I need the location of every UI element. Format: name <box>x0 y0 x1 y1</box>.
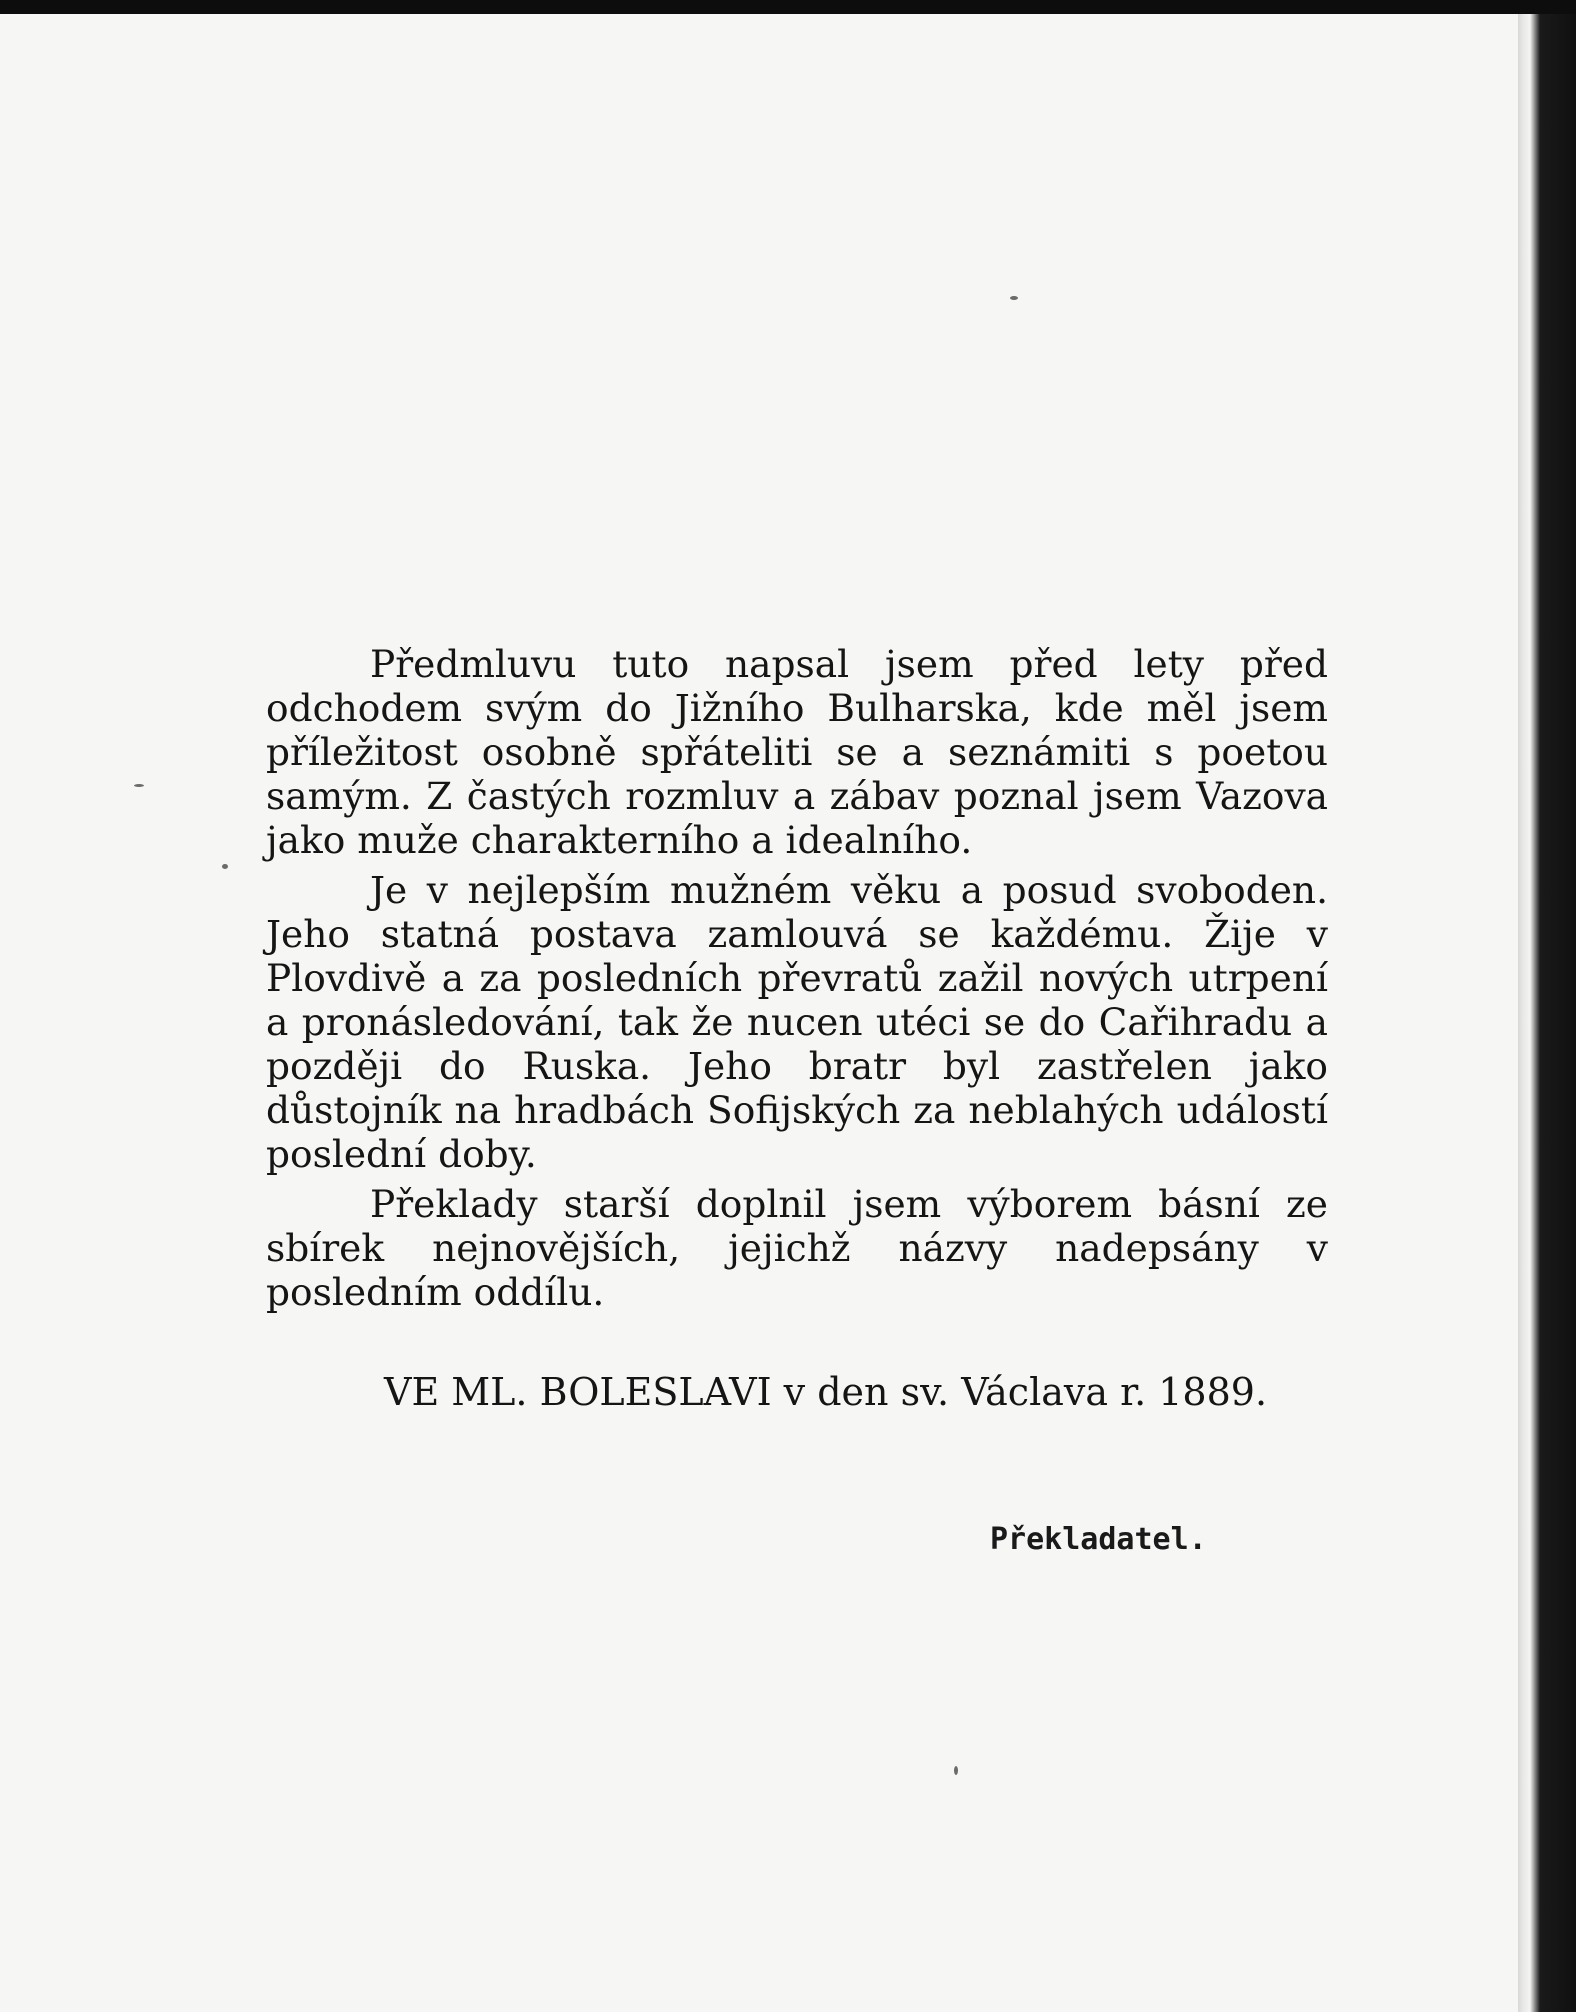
ink-speck <box>134 784 144 787</box>
place-date-line: VE ML. BOLESLAVI v den sv. Václava r. 1889. <box>384 1370 1268 1414</box>
ink-speck <box>954 1766 958 1775</box>
ink-speck <box>222 864 228 869</box>
paper-sheet <box>0 14 1518 2012</box>
translator-signature: Překladatel. <box>990 1522 1207 1557</box>
preface-text <box>266 642 1328 1320</box>
ink-speck <box>1010 296 1018 300</box>
preface-paragraph-2: Je v nejlepším mužném věku a posud svoboden. Jeho statná postava zamlouvá se každému. Žije v Plovdivě a za posledních převratů zažil nových utrpení a pronásledování, tak že nucen utéci se do Cařihradu a později do Ruska. Jeho bratr byl zastřelen jako důstojník na hradbách Sofijských za neblahých událostí poslední doby. <box>266 868 1328 1176</box>
page-edge-shadow <box>1518 14 1576 2012</box>
preface-paragraph-1: Předmluvu tuto napsal jsem před lety před odchodem svým do Jižního Bulharska, kde měl jsem příležitost osobně spřáteliti se a seznámiti s poetou samým. Z častých rozmluv a zábav poznal jsem Vazova jako muže charakterního a idealního. <box>266 642 1328 862</box>
preface-paragraph-3: Překlady starší doplnil jsem výborem básní ze sbírek nejnovějších, jejichž názvy nadepsány v posledním oddílu. <box>266 1182 1328 1314</box>
